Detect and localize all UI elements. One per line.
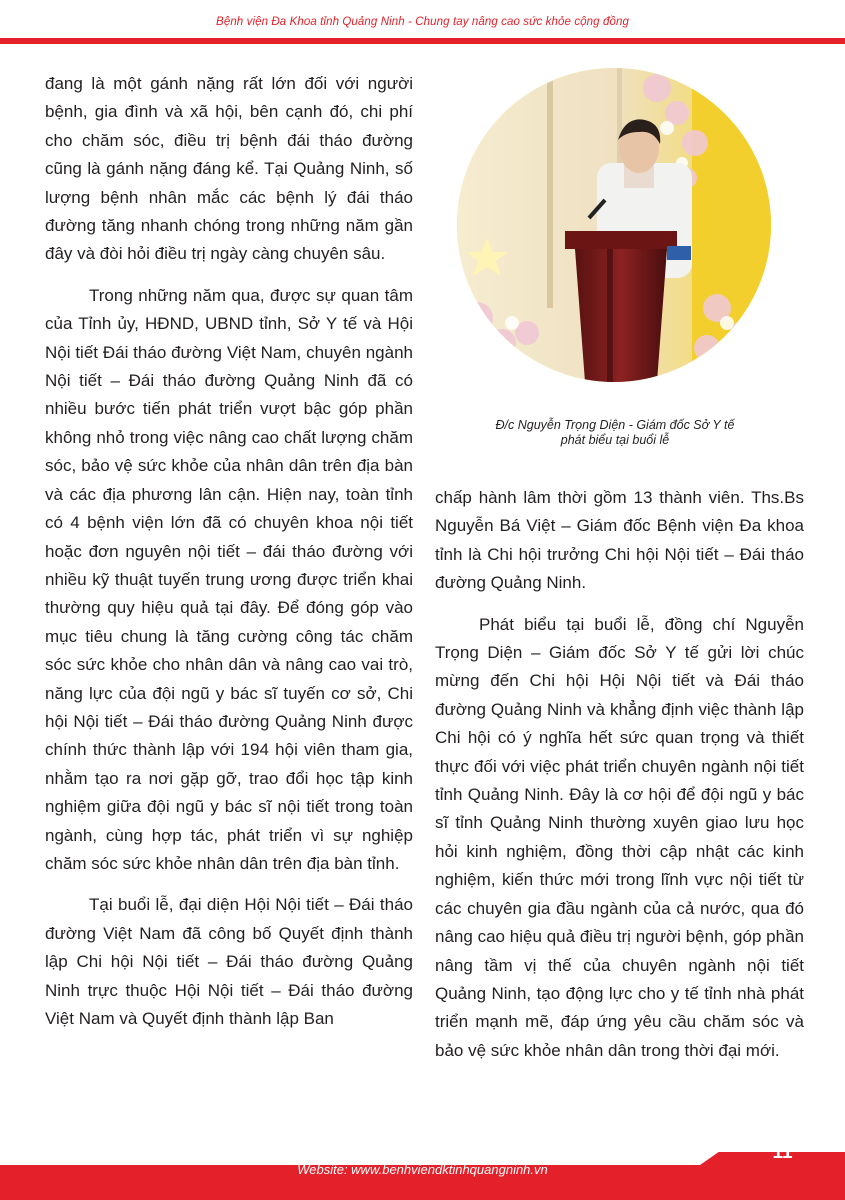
page-number: 11: [772, 1142, 793, 1163]
article-paragraph: Phát biểu tại buổi lễ, đồng chí Nguyễn Trọng Diện – Giám đốc Sở Y tế gửi lời chúc mừng đến Chi hội Hội Nội tiết và Đái tháo đường Quảng Ninh và khẳng định việc thành lập Chi hội có ý nghĩa hết sức quan trọng và thiết thực đối với việc phát triển chuyên ngành nội tiết tỉnh Quảng Ninh. Đây là cơ hội để đội ngũ y bác sĩ tỉnh Quảng Ninh thường xuyên giao lưu học hỏi kinh nghiệm, đồng thời cập nhật các kinh nghiệm, kiến thức mới trong lĩnh vực nội tiết từ các chuyên gia đầu ngành của cả nước, qua đó nâng cao hiệu quả điều trị người bệnh, góp phần nâng tầm vị thế của chuyên ngành nội tiết Quảng Ninh, tạo động lực cho y tế tỉnh nhà phát triển mạnh mẽ, đáp ứng yêu cầu chăm sóc và bảo vệ sức khỏe nhân dân trong thời đại mới.: [435, 614, 804, 1060]
article-paragraph: đang là một gánh nặng rất lớn đối với người bệnh, gia đình và xã hội, bên cạnh đó, chi phí cho chăm sóc, điều trị bệnh đái tháo đường cũng là gánh nặng đáng kể. Tại Quảng Ninh, số lượng bệnh nhân mắc các bệnh lý đái tháo đường tăng nhanh chóng trong những năm gần đây và đòi hỏi điều trị ngày càng chuyên sâu.: [45, 74, 413, 264]
article-paragraph: Tại buổi lễ, đại diện Hội Nội tiết – Đái tháo đường Việt Nam đã công bố Quyết định thành lập Chi hội Nội tiết – Đái tháo đường Quảng Ninh trực thuộc Hội Nội tiết – Đái tháo đường Việt Nam và Quyết định thành lập Ban: [45, 895, 413, 1028]
article-paragraph: chấp hành lâm thời gồm 13 thành viên. Ths.Bs Nguyễn Bá Việt – Giám đốc Bệnh viện Đa khoa tỉnh là Chi hội trưởng Chi hội Nội tiết – Đái tháo đường Quảng Ninh.: [435, 488, 804, 593]
article-paragraph: Trong những năm qua, được sự quan tâm của Tỉnh ủy, HĐND, UBND tỉnh, Sở Y tế và Hội Nội tiết Đái tháo đường Việt Nam, chuyên ngành Nội tiết – Đái tháo đường Quảng Ninh đã có nhiều bước tiến phát triển vượt bậc góp phần không nhỏ trong việc nâng cao chất lượng chăm sóc, bảo vệ sức khỏe của nhân dân trên địa bàn và các địa phương lân cận. Hiện nay, toàn tỉnh có 4 bệnh viện lớn đã có chuyên khoa nội tiết hoặc đơn nguyên nội tiết – đái tháo đường với nhiều kỹ thuật tuyến trung ương được triển khai thường quy hiệu quả tại đây. Để đóng góp vào mục tiêu chung là tăng cường công tác chăm sóc sức khỏe cho nhân dân và nâng cao vai trò, năng lực của đội ngũ y bác sĩ tuyến cơ sở, Chi hội Nội tiết – Đái tháo đường Quảng Ninh được chính thức thành lập với 194 hội viên tham gia, nhằm tạo ra nơi gặp gỡ, trao đổi học tập kinh nghiệm giữa đội ngũ y bác sĩ nội tiết trong toàn ngành, cùng hợp tác, phát triển vì sự nghiệp chăm sóc sức khỏe nhân dân trên địa bàn tỉnh.: [45, 285, 413, 873]
caption-line-1: Đ/c Nguyễn Trọng Diện - Giám đốc Sở Y tế: [495, 418, 735, 432]
speaker-photo-illustration: [457, 68, 771, 382]
article-left-column: [45, 70, 413, 1046]
header-title: Bệnh viện Đa Khoa tỉnh Quảng Ninh - Chung tay nâng cao sức khỏe cộng đồng: [216, 16, 629, 28]
caption-line-2: phát biểu tại buổi lễ: [560, 433, 670, 447]
header-divider: [0, 38, 845, 44]
photo-caption: [445, 418, 785, 448]
article-right-column: [435, 484, 804, 1078]
speaker-photo: [457, 68, 771, 382]
page-header: [0, 0, 845, 40]
footer-website: Website: www.benhviendktinhquangninh.vn: [297, 1162, 548, 1177]
